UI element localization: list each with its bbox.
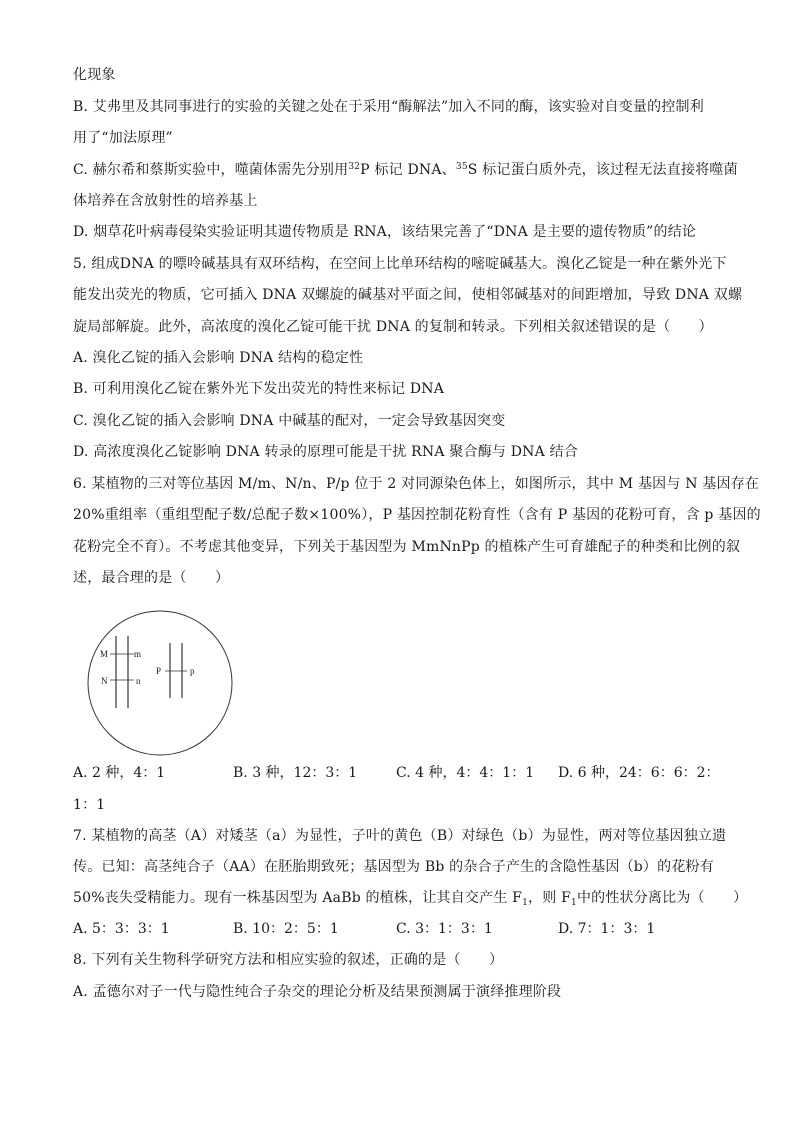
q6-option-a: A. 2 种，4：1: [73, 765, 166, 781]
q5-stem: 5. 组成DNA 的嘌呤碱基具有双环结构，在空间上比单环结构的嘧啶碱基大。溴化乙锭是一种在紫外光下: [73, 256, 727, 272]
text-line: 能发出荧光的物质，它可插入 DNA 双螺旋的碱基对平面之间，使相邻碱基对的间距增加，导致 DNA 双螺: [73, 287, 743, 303]
text-segment: ，则 F: [528, 890, 571, 906]
q6-option-b: B. 3 种，12：3：1: [233, 765, 358, 781]
q4-option-d: D. 烟草花叶病毒侵染实验证明其遗传物质是 RNA，该结果完善了“DNA 是主要的遗传物质”的结论: [73, 224, 697, 240]
text-segment: 中的性状分离比为（ ）: [576, 890, 748, 906]
q5-option-d: D. 高浓度溴化乙锭影响 DNA 转录的原理可能是干扰 RNA 聚合酶与 DNA 结合: [73, 444, 578, 460]
chromosome-diagram: [70, 608, 250, 758]
q7-option-d: D. 7：1：3：1: [558, 921, 656, 937]
text-segment: P 标记 DNA、: [360, 162, 456, 178]
q8-option-a: A. 孟德尔对子一代与隐性纯合子杂交的理论分析及结果预测属于演绎推理阶段: [73, 984, 562, 1000]
gene-label-N: N: [101, 676, 108, 686]
q6-option-d: D. 6 种，24：6：6：2：: [558, 765, 720, 781]
q7-stem: 7. 某植物的高茎（A）对矮茎（a）为显性，子叶的黄色（B）对绿色（b）为显性，两对等位基因独立遗: [73, 828, 727, 844]
text-segment: S 标记蛋白质外壳，该过程无法直接将噬菌: [467, 162, 738, 178]
text-line: [73, 888, 747, 908]
q7-option-b: B. 10：2：5：1: [233, 921, 339, 937]
gene-label-M: M: [100, 649, 109, 659]
q5-option-a: A. 溴化乙锭的插入会影响 DNA 结构的稳定性: [73, 350, 364, 366]
subscript: 1: [522, 898, 529, 908]
q4-option-b: B. 艾弗里及其同事进行的实验的关键之处在于采用“酶解法”加入不同的酶，该实验对自变量的控制利: [73, 99, 704, 115]
text-line: 传。已知：高茎纯合子（AA）在胚胎期致死；基因型为 Bb 的杂合子产生的含隐性基因（b）的花粉有: [73, 859, 714, 875]
text-line: 化现象: [73, 67, 116, 83]
text-segment: 50%丧失受精能力。现有一株基因型为 AaBb 的植株，让其自交产生 F: [73, 890, 523, 906]
q7-option-c: C. 3：1：3：1: [396, 921, 493, 937]
text-line: 20%重组率（重组型配子数/总配子数×100%），P 基因控制花粉育性（含有 P 基因的花粉可育，含 p 基因的: [73, 507, 761, 523]
text-line: 旋局部解旋。此外，高浓度的溴化乙锭可能干扰 DNA 的复制和转录。下列相关叙述错误的是（ ）: [73, 319, 713, 335]
text-segment: C. 赫尔希和蔡斯实验中，噬菌体需先分别用: [73, 162, 349, 178]
text-line: 花粉完全不育）。不考虑其他变异，下列关于基因型为 MmNnPp 的植株产生可育雄配子的种类和比例的叙: [73, 539, 741, 555]
superscript: 32: [348, 162, 361, 172]
q4-option-c: [73, 160, 738, 180]
gene-label-m: m: [134, 649, 142, 659]
q5-option-b: B. 可利用溴化乙锭在紫外光下发出荧光的特性来标记 DNA: [73, 381, 445, 397]
subscript: 1: [571, 898, 577, 908]
superscript: 35: [455, 162, 468, 172]
q6-stem: 6. 某植物的三对等位基因 M/m、N/n、P/p 位于 2 对同源染色体上，如图所示，其中 M 基因与 N 基因存在: [73, 476, 760, 492]
cell-outline: [88, 611, 232, 755]
q8-stem: 8. 下列有关生物科学研究方法和相应实验的叙述，正确的是（ ）: [73, 952, 504, 968]
q7-option-a: A. 5：3：3：1: [73, 921, 170, 937]
text-line: 1：1: [73, 797, 106, 813]
gene-label-n: n: [136, 676, 141, 686]
q6-option-c: C. 4 种，4：4：1：1: [396, 765, 535, 781]
gene-label-p: p: [190, 666, 195, 676]
q5-option-c: C. 溴化乙锭的插入会影响 DNA 中碱基的配对，一定会导致基因突变: [73, 413, 506, 429]
text-line: 述，最合理的是（ ）: [73, 570, 230, 586]
text-line: 用了“加法原理”: [73, 130, 173, 146]
text-line: 体培养在含放射性的培养基上: [73, 193, 258, 209]
gene-label-P: P: [156, 666, 162, 676]
